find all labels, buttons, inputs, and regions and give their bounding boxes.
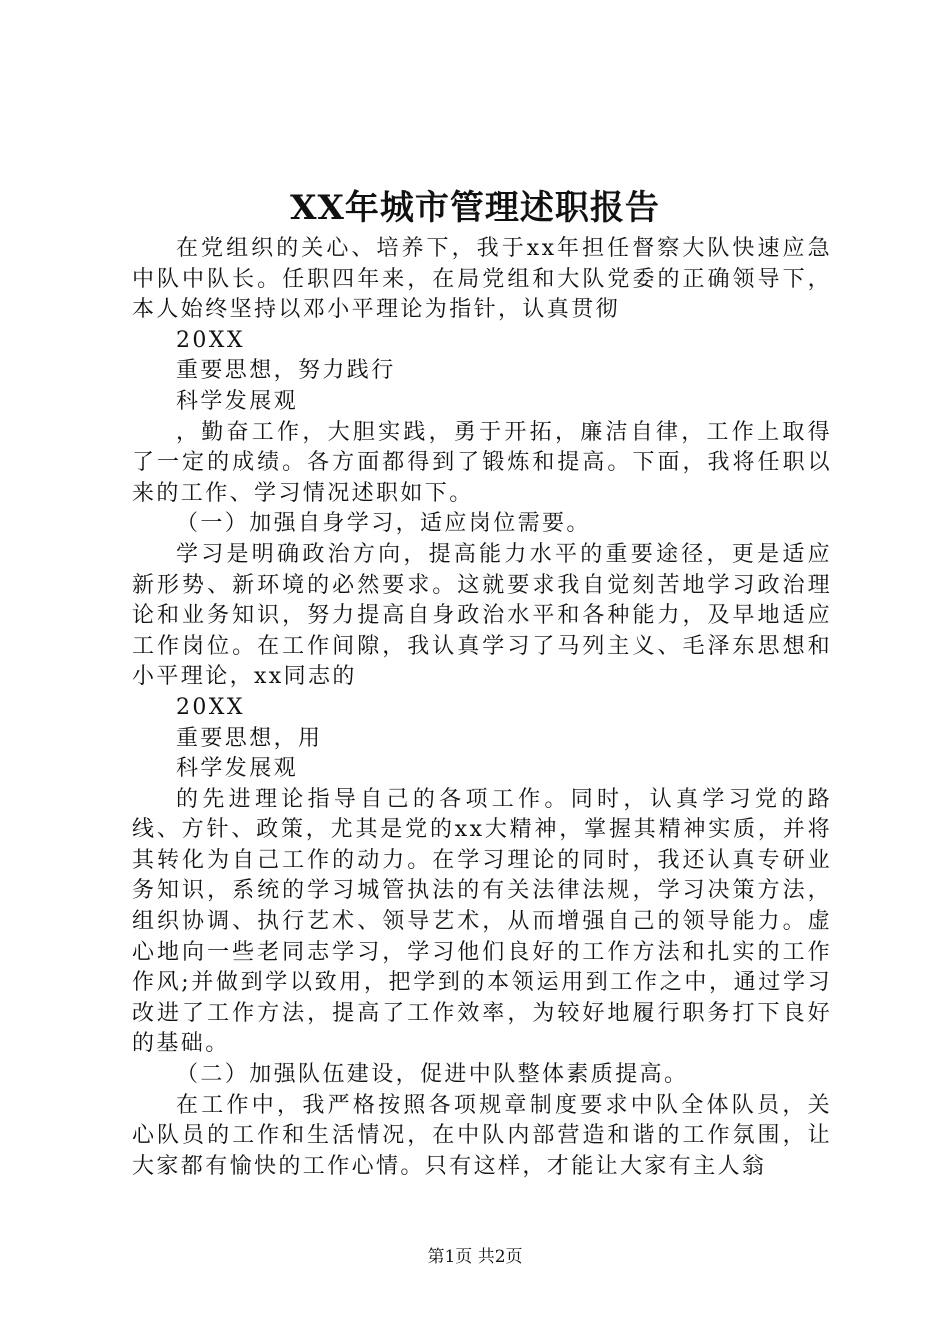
paragraph: 重要思想，用 xyxy=(176,725,323,751)
paragraph: 科学发展观 xyxy=(176,756,299,782)
section-heading: （二）加强队伍建设，促进中队整体素质提高。 xyxy=(176,1062,689,1088)
page-footer: 第1页 共2页 xyxy=(427,1247,523,1267)
paragraph: ，勤奋工作，大胆实践，勇于开拓，廉洁自律，工作上取得了一定的成绩。各方面都得到了锻炼和提高。下面，我将任职以来的工作、学习情况述职如下。 xyxy=(132,419,832,506)
document-title: XX年城市管理述职报告 xyxy=(290,188,660,228)
paragraph: 20XX xyxy=(176,327,245,353)
paragraph: 科学发展观 xyxy=(176,388,299,414)
document-body xyxy=(132,234,832,1182)
paragraph: 重要思想，努力践行 xyxy=(176,358,396,384)
paragraph: 在党组织的关心、培养下，我于xx年担任督察大队快速应急中队中队长。任职四年来，在局党组和大队党委的正确领导下，本人始终坚持以邓小平理论为指针，认真贯彻 xyxy=(132,236,832,323)
paragraph: 学习是明确政治方向，提高能力水平的重要途径，更是适应新形势、新环境的必然要求。这就要求我自觉刻苦地学习政治理论和业务知识，努力提高自身政治水平和各种能力，及早地适应工作岗位。在工作间隙，我认真学习了马列主义、毛泽东思想和小平理论，xx同志的 xyxy=(132,541,832,690)
paragraph: 在工作中，我严格按照各项规章制度要求中队全体队员，关心队员的工作和生活情况，在中队内部营造和谐的工作氛围，让大家都有愉快的工作心情。只有这样，才能让大家有主人翁 xyxy=(132,1092,832,1179)
section-heading: （一）加强自身学习，适应岗位需要。 xyxy=(176,511,591,537)
paragraph: 20XX xyxy=(176,694,245,720)
paragraph: 的先进理论指导自己的各项工作。同时，认真学习党的路线、方针、政策，尤其是党的xx大精神，掌握其精神实质，并将其转化为自己工作的动力。在学习理论的同时，我还认真专研业务知识，系统的学习城管执法的有关法律法规，学习决策方法，组织协调、执行艺术、领导艺术，从而增强自己的领导能力。虚心地向一些老同志学习，学习他们良好的工作方法和扎实的工作作风;并做到学以致用，把学到的本领运用到工作之中，通过学习改进了工作方法，提高了工作效率，为较好地履行职务打下良好的基础。 xyxy=(132,786,832,1057)
